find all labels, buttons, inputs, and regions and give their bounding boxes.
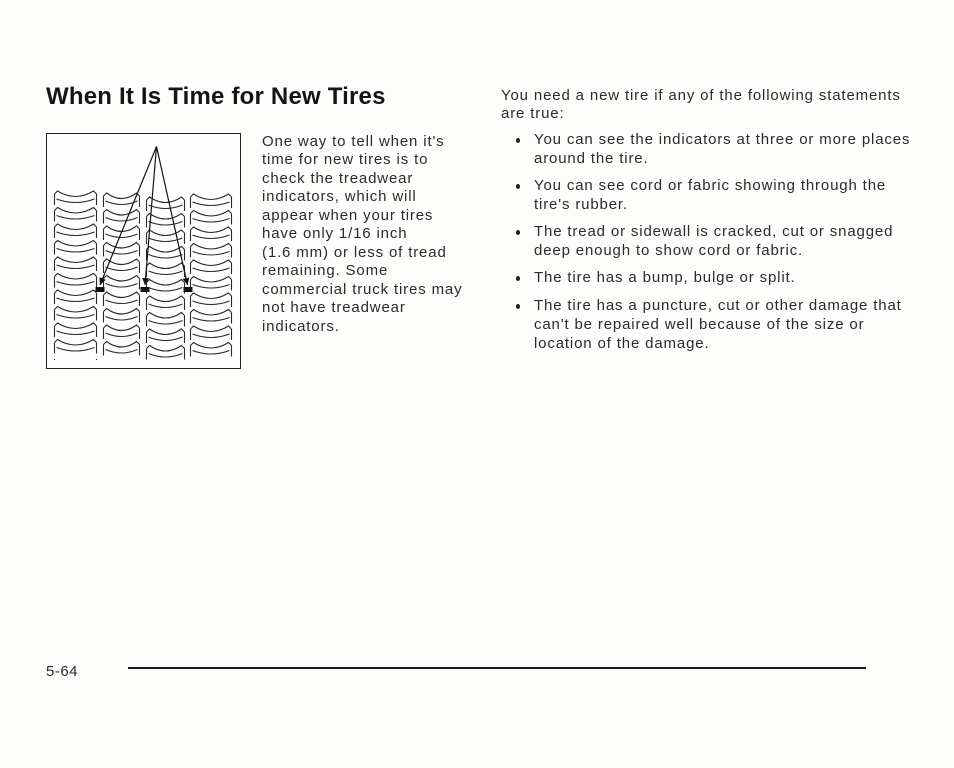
tread-groove-wall: [147, 200, 185, 360]
tread-block-edge: [106, 317, 138, 321]
tread-block-edge: [106, 284, 138, 288]
tread-block-edge: [147, 263, 185, 269]
tread-block-edge: [193, 351, 230, 355]
tread-block-edge: [191, 194, 232, 200]
text-line: indicators, which will: [262, 188, 417, 205]
tread-block-edge: [193, 202, 230, 206]
tread-block-edge: [106, 350, 138, 354]
tread-block-edge: [106, 234, 138, 238]
tread-block-edge: [147, 280, 185, 286]
text-line: The tire has a bump, bulge or split.: [534, 268, 796, 286]
tread-block-edge: [104, 292, 140, 298]
tread-block-edge: [193, 219, 230, 223]
tread-block-edge: [193, 334, 230, 338]
treadwear-indicator-mark: [141, 287, 150, 292]
text-line: check the treadwear: [262, 169, 414, 187]
bullet-icon: [516, 304, 520, 309]
tread-block-edge: [55, 307, 97, 313]
indicator-arrows: [100, 147, 188, 286]
tread-block-edge: [57, 249, 95, 253]
tread-block-edge: [193, 318, 230, 322]
text-line: deep enough to show cord or fabric.: [534, 241, 804, 259]
bullet-icon: [516, 230, 520, 235]
tread-block-edge: [193, 252, 230, 256]
tread-block-edge: [55, 274, 97, 280]
tread-block-edge: [191, 260, 232, 266]
tread-block-edge: [106, 251, 138, 255]
tread-block-edge: [193, 301, 230, 305]
tread-block-edge: [55, 224, 97, 230]
treadwear-indicator-figure: [46, 133, 241, 369]
tread-block-edge: [55, 208, 97, 214]
tread-block-edge: [57, 282, 95, 286]
text-line: You can see the indicators at three or more places: [534, 130, 911, 148]
tread-block-edge: [191, 244, 232, 250]
text-line: appear when your tires: [262, 206, 434, 224]
list-item-text: [534, 268, 796, 287]
text-line: tire's rubber.: [534, 195, 628, 213]
indicator-arrow-right: [157, 147, 188, 286]
tread-block-edge: [149, 337, 183, 341]
bullet-list-intro: [501, 87, 901, 123]
bullet-icon: [516, 138, 520, 143]
footer-rule: [128, 667, 866, 669]
page-number: 5-64: [46, 662, 79, 680]
tread-block-edge: [191, 343, 232, 349]
tread-block-edge: [149, 255, 183, 259]
tread-block-edge: [147, 346, 185, 352]
tread-block-edge: [149, 304, 183, 308]
text-line: can't be repaired well because of the size or: [534, 315, 865, 333]
treadwear-description: [262, 133, 462, 337]
text-line: The tire has a puncture, cut or other damage that: [534, 296, 902, 314]
tread-block-edge: [147, 214, 185, 220]
tread-pattern: [55, 191, 232, 360]
list-item-text: [534, 222, 893, 260]
tread-block-edge: [57, 216, 95, 220]
tread-block-edge: [191, 277, 232, 283]
tread-block-edge: [193, 235, 230, 239]
tread-block-edge: [57, 232, 95, 236]
tread-block-edge: [106, 267, 138, 271]
tread-block-edge: [104, 243, 140, 249]
text-line: time for new tires is to: [262, 151, 429, 168]
tread-block-edge: [104, 342, 140, 348]
tread-block-edge: [104, 226, 140, 232]
text-line: You need a new tire if any of the following statements: [501, 86, 901, 104]
treadwear-indicator-mark: [184, 287, 193, 292]
text-line: around the tire.: [534, 149, 649, 167]
tread-block-edge: [149, 321, 183, 325]
tread-block-edge: [147, 230, 185, 236]
tread-block-edge: [147, 313, 185, 319]
text-line: commercial truck tires may: [262, 280, 463, 298]
tread-block-edge: [55, 191, 97, 197]
tread-block-edge: [57, 265, 95, 269]
list-item-text: [534, 296, 902, 353]
tread-block-edge: [147, 329, 185, 335]
section-heading: When It Is Time for New Tires: [46, 83, 386, 110]
tread-block-edge: [191, 211, 232, 217]
tread-block-edge: [191, 227, 232, 233]
tread-block-edge: [57, 199, 95, 203]
tread-block-edge: [191, 326, 232, 332]
tread-block-edge: [149, 205, 183, 209]
tread-block-edge: [193, 268, 230, 272]
text-line: location of the damage.: [534, 334, 710, 352]
tread-block-edge: [104, 210, 140, 216]
text-line: indicators.: [262, 317, 340, 335]
tire-treadwear-indicator-icon: [47, 134, 239, 367]
text-line: One way to tell when it's: [262, 132, 445, 150]
tread-block-edge: [55, 323, 97, 329]
bullet-icon: [516, 276, 520, 281]
tread-block-edge: [149, 222, 183, 226]
text-line: remaining. Some: [262, 262, 389, 279]
tread-block-edge: [104, 193, 140, 199]
tread-block-edge: [106, 300, 138, 304]
text-line: The tread or sidewall is cracked, cut or snagged: [534, 222, 894, 240]
tread-block-edge: [193, 285, 230, 289]
bullet-icon: [516, 184, 520, 189]
tread-block-edge: [106, 218, 138, 222]
tread-block-edge: [57, 331, 95, 335]
list-item-text: [534, 176, 886, 214]
tread-block-edge: [149, 288, 183, 292]
tread-block-edge: [55, 340, 97, 346]
text-line: are true:: [501, 104, 565, 122]
tread-block-edge: [57, 315, 95, 319]
text-line: not have treadwear: [262, 299, 406, 316]
tread-block-edge: [106, 333, 138, 337]
tread-block-edge: [149, 271, 183, 275]
tread-block-edge: [191, 293, 232, 299]
tread-block-edge: [149, 354, 183, 358]
text-line: (1.6 mm) or less of tread: [262, 243, 447, 261]
treadwear-indicator-mark: [96, 287, 105, 292]
tread-block-edge: [147, 296, 185, 302]
text-line: have only 1/16 inch: [262, 225, 408, 242]
tread-block-edge: [191, 310, 232, 316]
list-item-text: [534, 130, 910, 168]
tread-block-edge: [55, 290, 97, 296]
tread-block-edge: [104, 276, 140, 282]
text-line: You can see cord or fabric showing through the: [534, 176, 887, 194]
tread-block-edge: [57, 348, 95, 352]
tread-block-edge: [55, 257, 97, 263]
tread-block-edge: [57, 298, 95, 302]
tread-block-edge: [104, 309, 140, 315]
tread-block-edge: [104, 325, 140, 331]
tread-block-edge: [55, 241, 97, 247]
